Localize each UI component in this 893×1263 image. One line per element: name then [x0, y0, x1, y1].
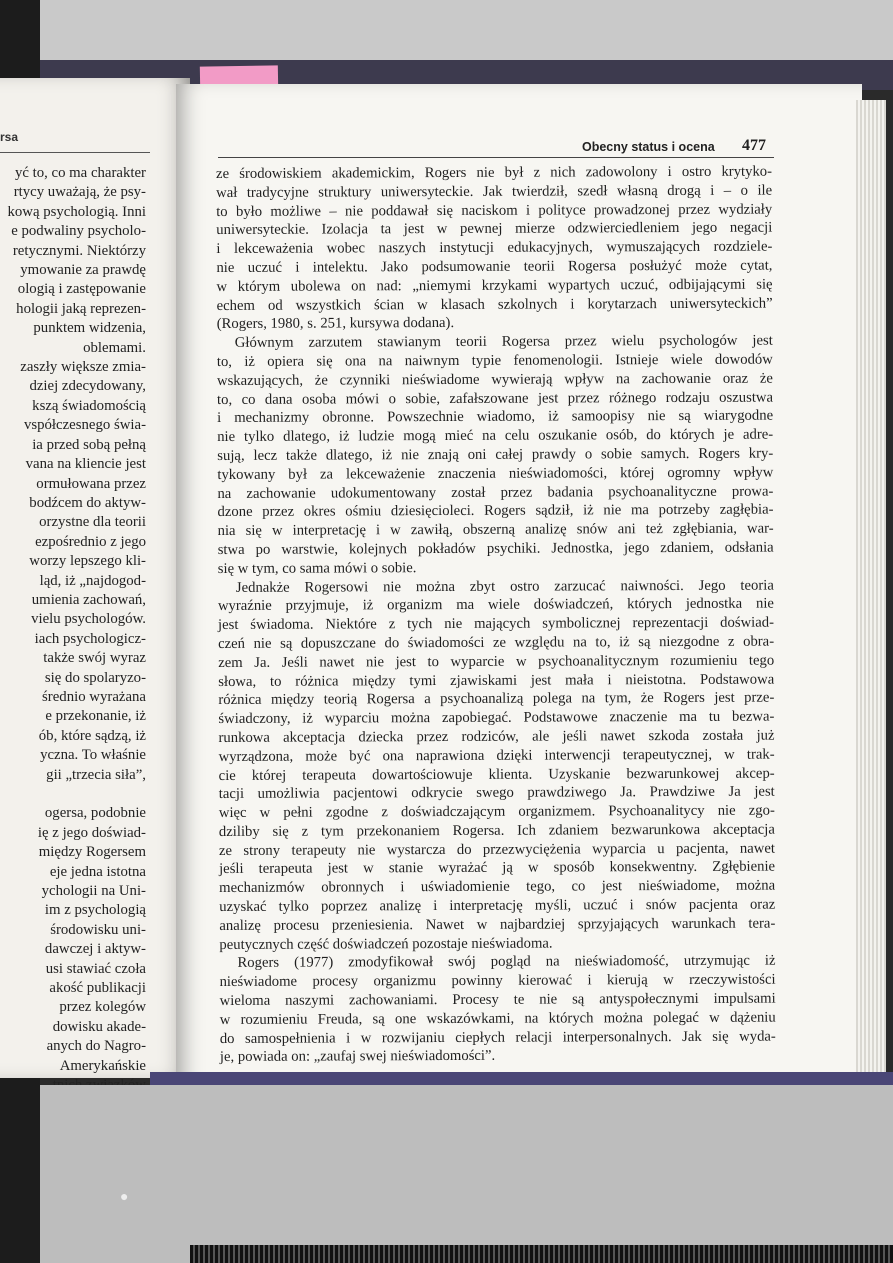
page-number: 477 — [742, 137, 766, 154]
left-page-line: eje jedna istotna — [49, 863, 146, 880]
left-page-line: się do spolaryzo- — [44, 669, 146, 686]
text-line: to było możliwe – nie poddawał się naciskom i polityce prowadzonej przez wydziały — [216, 201, 773, 220]
paragraph — [216, 163, 773, 335]
text-line: je, powiada on: „zaufaj swej nieświadomości”. — [219, 1048, 496, 1066]
text-line: dzone przez okres ośmiu dziesięcioleci. Rogers sądził, iż nie ma potrzeby zagłębia- — [217, 501, 774, 521]
left-page-line: ogersa, podobnie — [44, 805, 146, 822]
text-line: i mechanizmy obronne. Powszechnie wiadomo, iż samoopisy nie są wiarygodne — [217, 407, 774, 427]
text-line: tykowany był za lekceważenie znaczenia nieświadomości, której ogromny wpływ — [217, 464, 774, 483]
left-page-running-head: rsa — [0, 130, 19, 144]
left-page-line: średnio wyrażana — [42, 688, 146, 705]
text-line: runkowa akceptacja dziecka przez rodziców, ale jeśli nawet szkoda została już — [218, 727, 775, 746]
left-page-line: e przekonanie, iż — [45, 708, 146, 725]
left-page-line: ologią i zastępowanie — [17, 281, 146, 298]
page-edges — [856, 100, 886, 1100]
left-page-line: ezpośrednio z jego — [35, 533, 146, 550]
left-page-line: im z psychologią — [44, 902, 146, 919]
running-head: Obecny status i ocena — [582, 140, 715, 154]
left-page-line: zaszły większe zmia- — [20, 359, 146, 376]
text-line: nie uczuć i intelektu. Jako podsumowanie teorii Rogersa posłużyć może cytat, — [216, 257, 773, 276]
left-page-line: vielu psychologów. — [31, 611, 146, 628]
text-line: Głównym zarzutem stawianym teorii Rogersa przez wielu psychologów jest — [234, 332, 773, 352]
left-page-line — [8, 785, 147, 804]
left-page-line: iach psychologicz- — [34, 630, 146, 647]
left-page-line: ymowanie za prawdę — [20, 262, 146, 279]
left-page-line: bodźcem do aktyw- — [29, 494, 146, 511]
text-line: różnica między teorią Rogersa a psychoanalizą polega na tym, że Rogers jest prze- — [218, 689, 775, 709]
text-line: na zachowanie udokumentowany został przez badania psychoanalityczne prowa- — [217, 483, 774, 502]
left-page-line: umienia zachowań, — [31, 591, 146, 608]
text-line: ze strony terapeuty nie wystarcza do przezwyciężenia wyparcia u pacjenta, nawet — [218, 840, 776, 859]
left-page-line: hologii jaką reprezen- — [16, 300, 146, 317]
left-page-line: rtycy uważają, że psy- — [13, 184, 146, 201]
text-line: Rogers (1977) zmodyfikował swój pogląd na nieświadomość, utrzymując iż — [237, 953, 776, 972]
left-page-line: także swój wyraz — [43, 650, 146, 667]
text-line: jeśli terapeuta jest w stanie wyrażać ją w sposób konsekwentny. Zgłębienie — [219, 859, 776, 878]
left-page-line: akość publikacji — [49, 980, 146, 997]
text-line: czeń nie są dopuszczane do świadomości ze względu na to, iż są niezgodne z obra- — [218, 633, 775, 652]
left-page — [0, 78, 190, 1078]
text-line: zem Ja. Jeśli nawet nie jest to wyparcie w psychoanalitycznym rozumieniu tego — [218, 652, 775, 671]
left-page-line: vspółczesnego świa- — [23, 417, 146, 434]
left-page-line: gii „trzecia siła”, — [46, 766, 146, 783]
left-page-header-rule — [0, 152, 150, 153]
left-page-line: ychologii na Uni- — [41, 883, 146, 900]
text-line: wieloma naszymi zachowaniami. Procesy te nie są antyspołecznymi impulsami — [219, 990, 776, 1010]
text-line: peutycznych część doświadczeń pozostaje nieświadoma. — [219, 935, 553, 953]
text-line: analizę procesu przeniesienia. Nawet w najbardziej sprzyjających warunkach tera- — [219, 915, 776, 934]
left-page-line: dziej zdecydowany, — [29, 378, 146, 395]
left-page-line: kszą świadomością — [32, 397, 146, 414]
scanner-mark-icon: ● — [120, 1190, 129, 1205]
text-line: cie której terapeuta dowartościowuje klienta. Uzyskanie bezwarunkowej akcep- — [218, 765, 775, 784]
text-line: nieświadome procesy organizmu powinny kierować i kierują w rzeczywistości — [219, 971, 776, 991]
text-line: jest świadoma. Niektóre z tych nie mających symbolicznej reprezentacji doświad- — [217, 614, 775, 634]
left-page-line: anych do Nagro- — [46, 1038, 146, 1055]
left-page-line: dowisku akade- — [52, 1018, 146, 1035]
left-page-line: Amerykańskie — [59, 1057, 146, 1074]
text-line: tacji umożliwia pacjentowi odkrycie swego prawdziwego Ja. Prawdziwe Ja jest — [218, 783, 775, 803]
text-line: to, iż opiera się ona na naiwnym typie fenomenologii. Istnieje wiele dowodów — [216, 351, 773, 370]
left-page-text-column — [8, 164, 147, 1096]
left-page-line: e podwaliny psycholo- — [11, 223, 146, 240]
left-page-line: ormułowana przez — [36, 475, 146, 492]
body-text — [216, 163, 776, 1068]
scanner-bed-bottom — [40, 1085, 893, 1263]
left-page-line: oblemami. — [83, 339, 146, 356]
left-page-line: worzy lepszego kli- — [29, 553, 146, 570]
text-line: słowa, to różnica między tymi zjawiskami jest mała i nieistotna. Podstawowa — [218, 671, 775, 690]
text-line: uzyskać tylko poprzez analizę i interpretację myśli, uczuć i snów pacjenta oraz — [219, 896, 776, 916]
text-line: stwa po warstwie, kolejnych pokładów psychiki. Jednostka, jego zdaniem, odsłania — [217, 539, 774, 558]
text-line: uniwersyteckie. Izolacja ta jest w pewnej mierze odzwierciedleniem jego negacji — [216, 219, 773, 239]
text-line: wskazujących, że czynniki nieświadome wywierają wpływ na zachowanie oraz że — [216, 370, 773, 389]
left-page-line: orzystne dla teorii — [39, 514, 146, 531]
left-page-line: retycznymi. Niektórzy — [12, 242, 146, 259]
text-line: ze środowiskiem akademickim, Rogers nie był z nich zadowolony i ostro krytyko- — [216, 163, 773, 182]
left-page-line: kową psychologią. Inni — [7, 203, 146, 220]
header-rule — [218, 157, 774, 158]
left-page-line: środowisku uni- — [50, 921, 146, 938]
text-line: echem od wszystkich ścian w klasach szkolnych i korytarzach uniwersyteckich” — [216, 295, 773, 314]
text-line: nie tylko dlatego, iż ludzie mogą mieć na celu oszukanie osób, do których je adre- — [217, 426, 774, 446]
left-page-line: yć to, co ma charakter — [14, 165, 146, 181]
text-line: w którym ubolewa on nad: „niemymi krzykami wypartych uczuć, odbijającymi się — [216, 276, 773, 295]
left-page-line: ię z jego doświad- — [37, 824, 146, 841]
paragraph — [219, 952, 775, 1067]
left-page-line: ób, które sądzą, iż — [38, 727, 146, 744]
text-line: w rozumieniu Freuda, są one wskazówkami, na których można polegać w dążeniu — [219, 1009, 776, 1028]
text-line: więc w pełni zgodne z doświadczającym organizmem. Psychoanalitycy nie zgo- — [218, 802, 775, 822]
text-line: i lekceważenia wobec naszych instytucji edukacyjnych, wymuszających rozdziele- — [216, 238, 773, 258]
text-line: sują, lecz także dlatego, iż nie znają oni całej prawdy o sobie samych. Rogers kry- — [217, 445, 774, 464]
text-line: (Rogers, 1980, s. 251, kursywa dodana). — [216, 315, 455, 333]
left-page-line: vana na kliencie jest — [25, 456, 146, 473]
text-line: mechanizmów obronnych i uświadomienie tego, co jest nieświadome, można — [219, 877, 776, 897]
left-page-line: przez kolegów — [59, 999, 146, 1016]
text-line: Jednakże Rogersowi nie można zbyt ostro zarzucać naiwności. Jego teoria — [235, 577, 774, 596]
scanner-lid-top — [40, 0, 893, 62]
left-page-line: dawczej i aktyw- — [44, 941, 146, 958]
paragraph — [217, 332, 774, 579]
text-line: wyraźnie przyjmuje, iż organizm ma wiele doświadczeń, których jednostka nie — [217, 595, 774, 615]
scanner-vent-strip — [190, 1245, 893, 1263]
left-page-line: ląd, iż „najdogod- — [39, 572, 146, 589]
text-line: wał tradycyjne struktury uniwersyteckie. Jak twierdził, szedł własną drogą i – o ile — [216, 182, 773, 201]
text-line: wyrządzona, może być ona naprawiona dzięki interwencji terapeutycznej, w trak- — [218, 746, 775, 765]
text-line: dziliby się z tym przekonaniem Rogersa. Ich zdaniem bezwarunkowa akceptacja — [218, 821, 775, 840]
text-line: to, co dana osoba mówi o sobie, zafałszowane jest przez różnego rodzaju oszustwa — [216, 389, 774, 408]
left-page-line: między Rogersem — [38, 844, 146, 861]
left-page-line: punktem widzenia, — [33, 320, 146, 337]
left-page-line: yczna. To właśnie — [40, 747, 146, 764]
left-page-line: usi stawiać czoła — [45, 960, 146, 977]
text-line: świadczony, iż wyparciu można zapobiegać. Podstawowe znaczenie ma tu bezwa- — [218, 708, 775, 728]
paragraph — [218, 576, 776, 954]
text-line: do samospełnienia i w rozwijaniu ciepłych relacji interpersonalnych. Jak się wyda- — [219, 1028, 776, 1047]
left-page-line: ia przed sobą pełną — [32, 436, 146, 453]
text-line: nia się w interpretację i w zawiłą, obszerną analizę snów ani też zgłębiania, war- — [217, 520, 774, 540]
text-line: się w tym, co sama mówi o sobie. — [217, 559, 417, 577]
